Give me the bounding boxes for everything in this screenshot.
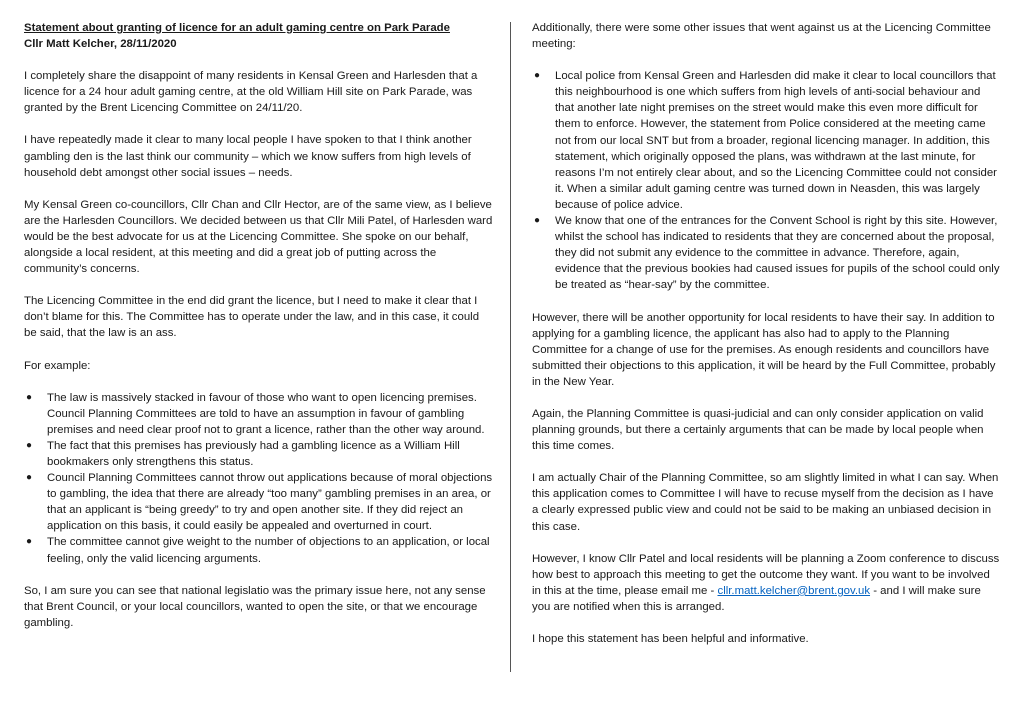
statement-title: Statement about granting of licence for an adult gaming centre on Park Parade <box>24 22 450 34</box>
bullet-icon: ● <box>534 70 541 82</box>
right-paragraph-1: Additionally, there were some other issues that went against us at the Licencing Committee meeting: <box>532 22 991 51</box>
list-item <box>24 470 494 534</box>
list-item-text: The committee cannot give weight to the number of objections to an application, or local feeling, only the valid licencing arguments. <box>47 536 490 565</box>
right-bullet-list <box>532 68 1000 293</box>
list-item-text: The fact that this premises has previously had a gambling licence as a William Hill bookmakers only strengthens this status. <box>47 439 460 468</box>
list-item-text: The law is massively stacked in favour of those who want to open licencing premises. Council Planning Committees are told to have an assumption in favour of gambling premises and need clear proof not to grant a licence, rather than the other way around. <box>47 391 485 436</box>
bullet-icon: ● <box>26 536 33 548</box>
right-paragraph-5 <box>532 551 1000 615</box>
right-paragraph-4: I am actually Chair of the Planning Committee, so am slightly limited in what I can say. When this application comes to Committee I will have to recuse myself from the decision as I have a clearly expressed public view and could not be said to be making an unbiased decision in this case. <box>532 472 999 533</box>
left-paragraph-2: I have repeatedly made it clear to many local people I have spoken to that I think another gambling den is the last think our community – which we know suffers from high levels of household debt amongst other social issues – needs. <box>24 134 472 179</box>
left-paragraph-6: So, I am sure you can see that national legislatio was the primary issue here, not any sense that Brent Council, or your local councillors, wanted to open the site, or that we encourage gambling. <box>24 584 486 629</box>
bullet-icon: ● <box>26 391 33 403</box>
right-paragraph-3: Again, the Planning Committee is quasi-judicial and can only consider application on valid planning grounds, but there a certainly arguments that can be made by local people when this time comes. <box>532 407 984 453</box>
list-item-text: Local police from Kensal Green and Harlesden did make it clear to local councillors that this neighbourhood is one which suffers from high levels of anti-social behaviour and that another late night premises on the street would make this even more difficult for them to enforce. However, the statement from Police considered at the meeting came not from our local SNT but from a broader, regional licencing manager. In addition, this statement, which originally opposed the plans, was withdrawn at the last minute, for reasons I’m not entirely clear about, and so the Licencing Committee could not consider it. When a similar adult gaming centre was turned down in Neasden, this was largely because of police advice. <box>555 70 997 211</box>
email-intro-text: However, I know Cllr Patel and local residents will be planning a Zoom conference to discuss how best to approach this meeting to get the outcome they want. If you want to be involved in this at the time, please email me - <box>532 552 1000 597</box>
statement-byline: Cllr Matt Kelcher, 28/11/2020 <box>24 38 177 51</box>
list-item <box>24 390 494 438</box>
right-column <box>532 20 1000 663</box>
bullet-icon: ● <box>534 215 541 227</box>
bullet-icon: ● <box>26 439 33 451</box>
list-item <box>24 438 494 470</box>
left-paragraph-3: My Kensal Green co-councillors, Cllr Chan and Cllr Hector, are of the same view, as I believe are the Harlesden Councillors. We decided between us that Cllr Mili Patel, of Harlesden ward would be the best advocate for us at the Licencing Committee. She spoke on our behalf, alongside a local resident, at this meeting and did a great job of putting across the community’s concerns. <box>24 198 493 276</box>
right-paragraph-6: I hope this statement has been helpful and informative. <box>532 633 809 645</box>
list-item <box>532 213 1000 293</box>
email-outro-text: - and I will make sure you are notified when this is arranged. <box>532 584 981 613</box>
left-paragraph-4: The Licencing Committee in the end did grant the licence, but I need to make it clear that I don’t blame for this. The Committee has to operate under the law, and in this case, it could be said, that the law is an ass. <box>24 295 480 340</box>
bullet-icon: ● <box>26 472 33 484</box>
left-paragraph-5: For example: <box>24 359 91 372</box>
list-item <box>24 534 494 566</box>
right-paragraph-2: However, there will be another opportunity for local residents to have their say. In addition to applying for a gambling licence, the applicant has also had to apply to the Planning Committee for a change of use for the premises. As enough residents and councillors have submitted their objections to this application, it will be heard by the Full Committee, probably in the New Year. <box>532 311 996 388</box>
left-bullet-list <box>24 390 494 567</box>
left-paragraph-1: I completely share the disappoint of many residents in Kensal Green and Harlesden that a licence for a 24 hour adult gaming centre, at the old William Hill site on Park Parade, was granted by the Brent Licencing Committee on 24/11/20. <box>24 70 478 115</box>
column-divider <box>510 22 511 672</box>
email-link[interactable]: cllr.matt.kelcher@brent.gov.uk <box>717 584 871 597</box>
list-item-text: Council Planning Committees cannot throw out applications because of moral objections to gambling, the idea that there are already “too many” gambling premises in an area, or that an applicant is “being greedy” to try and open another site. If they did reject an application on this basis, it could easily be appealed and overturned in court. <box>47 472 493 533</box>
left-column <box>24 20 494 647</box>
list-item <box>532 68 1000 213</box>
list-item-text: We know that one of the entrances for the Convent School is right by this site. However, whilst the school has indicated to residents that they are concerned about the proposal, they did not submit any evidence to the committee in advance. Therefore, again, evidence that the previous bookies had caused issues for pupils of the school could only be treated as “hear-say” by the committee. <box>555 215 1000 292</box>
